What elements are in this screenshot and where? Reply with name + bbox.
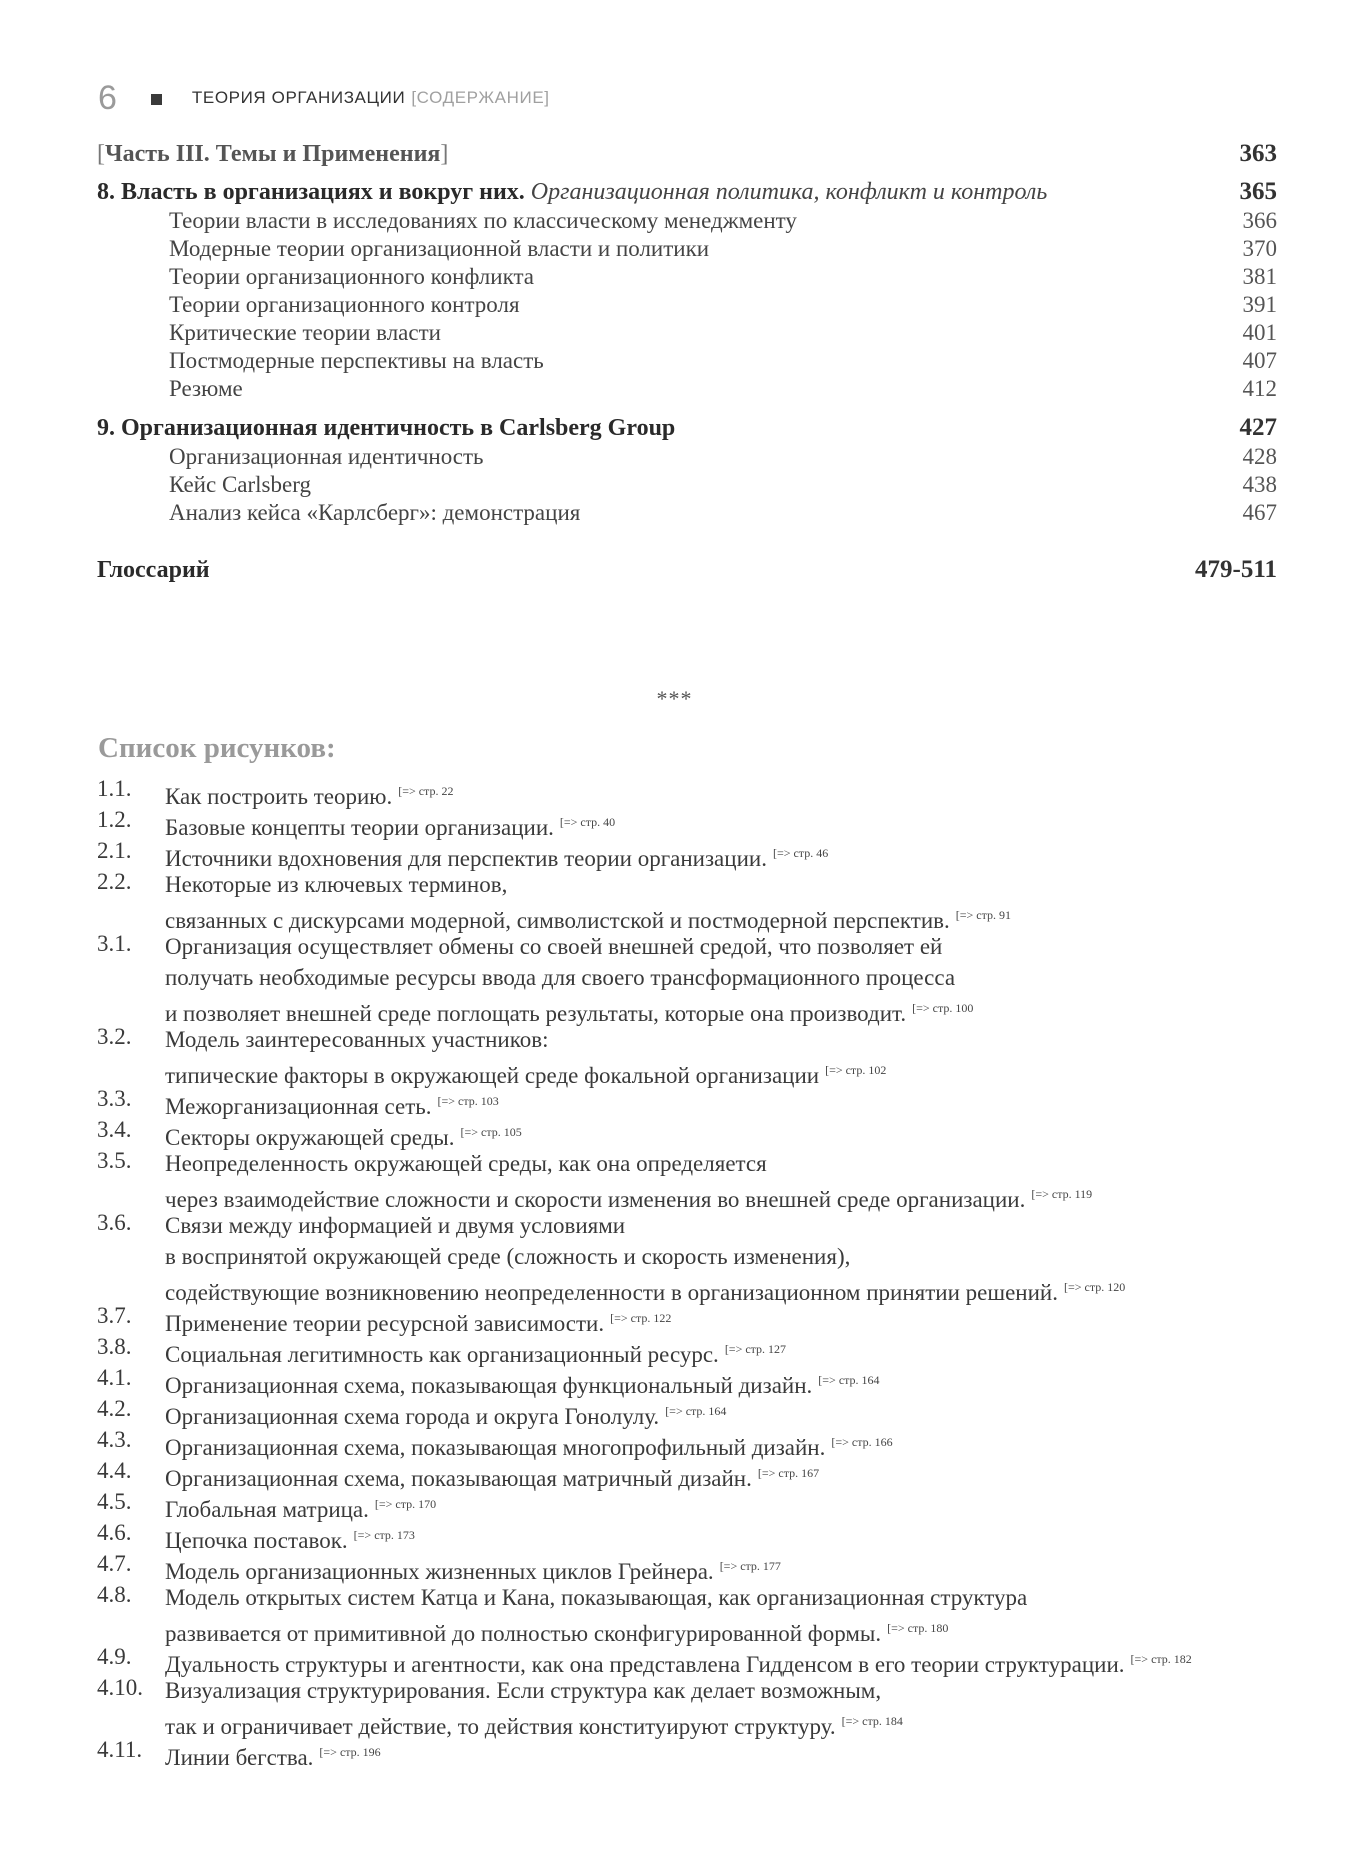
figure-caption-line: связанных с дискурсами модерной, символистской и постмодерной перспектив. $^{[=> стр. 91}$ [165,908,1011,933]
toc-page-number: 428 [1242,444,1277,469]
figure-caption-line: Неопределенность окружающей среды, как она определяется [165,1151,767,1176]
toc-entry[interactable] [97,264,1277,292]
figure-number: 3.4. [97,1117,132,1142]
page-reference-link[interactable]: [=> стр. 166 [831,1435,893,1449]
figure-caption-line: Глобальная матрица. $^{[=> стр. 170}$ [165,1497,437,1522]
figure-list-item[interactable] [97,776,1297,807]
toc-entry[interactable] [97,444,1277,472]
figure-caption-line: Цепочка поставок. $^{[=> стр. 173}$ [165,1528,415,1553]
page-reference-link[interactable]: [=> стр. 91 [955,908,1011,922]
toc-entry-label: Теории власти в исследованиях по классическому менеджменту [169,208,797,233]
page-reference-link[interactable]: [=> стр. 170 [374,1497,437,1511]
figure-list-item[interactable] [97,1582,1297,1644]
figure-caption-line: получать необходимые ресурсы ввода для своего трансформационного процесса [165,965,956,990]
figure-caption-line: Дуальность структуры и агентности, как она представлена Гидденсом в его теории структурации. $^{[=> стр. 182}$ [165,1652,1192,1677]
figure-list-item[interactable] [97,1737,1297,1768]
bracket-open: [ [97,141,105,167]
page-reference-link[interactable]: [=> стр. 184 [841,1714,903,1728]
figure-number: 4.2. [97,1396,132,1421]
page-reference-link[interactable]: [=> стр. 127 [724,1342,787,1356]
figure-caption-line: Базовые концепты теории организации. $^{[=> стр. 40}$ [165,815,616,840]
figure-number: 4.7. [97,1551,132,1576]
figure-list-item[interactable] [97,1334,1297,1365]
figure-caption-line: через взаимодействие сложности и скорости изменения во внешней среде организации. $^{[=> стр. 119}$ [165,1187,1093,1212]
table-of-contents [97,140,1277,586]
figure-caption-line: Организационная схема, показывающая функциональный дизайн. $^{[=> стр. 164}$ [165,1373,880,1398]
figure-list-item[interactable] [97,1427,1297,1458]
page-reference-link[interactable]: [=> стр. 46 [772,846,829,860]
figure-list-item[interactable] [97,1148,1297,1210]
figure-number: 1.2. [97,807,132,832]
toc-entry[interactable] [97,376,1277,404]
section-separator: *** [656,686,693,711]
page-reference-link[interactable]: [=> стр. 105 [460,1125,522,1139]
figure-caption-line: развивается от примитивной до полностью сконфигурированной формы. $^{[=> стр. 180}$ [165,1621,949,1646]
figure-number: 4.10. [97,1675,143,1700]
figure-number: 1.1. [97,776,132,801]
figure-list-item[interactable] [97,1551,1297,1582]
figure-caption-line: Визуализация структурирования. Если структура как делает возможным, [165,1678,882,1703]
toc-page-number: 391 [1242,292,1277,317]
figure-number: 4.5. [97,1489,132,1514]
toc-entry[interactable] [97,236,1277,264]
running-header [98,78,550,118]
figure-list-item[interactable] [97,1644,1297,1675]
toc-entry[interactable] [97,292,1277,320]
figure-list-item[interactable] [97,1458,1297,1489]
running-title: ТЕОРИЯ ОРГАНИЗАЦИИ [191,88,406,107]
figure-list [97,776,1297,1768]
figure-number: 3.6. [97,1210,132,1235]
page-reference-link[interactable]: [=> стр. 100 [912,1001,974,1015]
toc-entry-label: Теории организационного конфликта [169,264,534,289]
figure-number: 4.3. [97,1427,132,1452]
figure-list-item[interactable] [97,1303,1297,1334]
figure-caption-line: и позволяет внешней среде поглощать результаты, которые она производит. $^{[=> стр. 100}$ [165,1001,974,1026]
figure-list-item[interactable] [97,1024,1297,1086]
glossary-label: Глоссарий [97,557,210,583]
toc-page-number: 381 [1242,264,1277,289]
toc-page-number: 366 [1242,208,1277,233]
toc-part-heading[interactable] [97,140,1277,178]
toc-page-number: 370 [1242,236,1277,261]
page-reference-link[interactable]: [=> стр. 180 [887,1621,949,1635]
figure-caption-line: Линии бегства. $^{[=> стр. 196}$ [165,1745,381,1770]
toc-entry-label: Резюме [169,376,243,401]
page-reference-link[interactable]: [=> стр. 173 [353,1528,415,1542]
chapter-title: 9. Организационная идентичность в Carlsberg Group [97,415,676,441]
figure-list-item[interactable] [97,1675,1297,1737]
figure-caption-line: Организационная схема города и округа Гонолулу. $^{[=> стр. 164}$ [165,1404,727,1429]
page-reference-link[interactable]: [=> стр. 103 [437,1094,499,1108]
figure-caption-line: Организационная схема, показывающая матричный дизайн. $^{[=> стр. 167}$ [165,1466,820,1491]
toc-entry-label: Анализ кейса «Карлсберг»: демонстрация [169,500,581,525]
figure-list-item[interactable] [97,931,1297,1024]
figure-number: 2.1. [97,838,132,863]
toc-entry-label: Критические теории власти [169,320,441,345]
square-bullet-icon [151,94,162,105]
figure-list-item[interactable] [97,1117,1297,1148]
toc-entry-label: Теории организационного контроля [169,292,520,317]
figure-caption-line: Источники вдохновения для перспектив теории организации. $^{[=> стр. 46}$ [165,846,829,871]
toc-page-number: 467 [1242,500,1277,525]
figure-number: 4.8. [97,1582,132,1607]
figure-caption-line: так и ограничивает действие, то действия конституируют структуру. $^{[=> стр. 184}$ [165,1714,903,1739]
figure-list-item[interactable] [97,1396,1297,1427]
figure-list-item[interactable] [97,1520,1297,1551]
figure-caption-line: Организация осуществляет обмены со своей внешней средой, что позволяет ей [165,934,943,959]
figure-number: 3.2. [97,1024,132,1049]
toc-entry-label: Кейс Carlsberg [169,472,311,497]
page-reference-link[interactable]: [=> стр. 177 [719,1559,781,1573]
chapter-title: 8. Власть в организациях и вокруг них. [97,179,525,205]
figures-heading: Список рисунков: [98,732,336,764]
toc-entry[interactable] [97,208,1277,236]
page-number: 6 [98,78,117,117]
page-reference-link[interactable]: [=> стр. 122 [610,1311,672,1325]
running-subtitle: [СОДЕРЖАНИЕ] [411,88,550,107]
figure-list-item[interactable] [97,1086,1297,1117]
toc-chapter-8[interactable] [97,178,1277,208]
toc-page-number: 407 [1242,348,1277,373]
figure-caption-line: Применение теории ресурсной зависимости. $^{[=> стр. 122}$ [165,1311,672,1336]
figure-caption-line: Как построить теорию. $^{[=> стр. 22}$ [165,784,454,809]
toc-entry-label: Модерные теории организационной власти и политики [169,236,710,261]
toc-entry-label: Организационная идентичность [169,444,484,469]
figure-list-item[interactable] [97,1210,1297,1303]
toc-page-number: 401 [1242,320,1277,345]
figure-caption-line: содействующие возникновению неопределенности в организационном принятии решений. $^{[=> стр. 120}$ [165,1280,1126,1305]
toc-page-number: 479-511 [1195,556,1277,583]
figure-number: 4.9. [97,1644,132,1669]
figure-number: 3.5. [97,1148,132,1173]
figure-number: 2.2. [97,869,132,894]
toc-chapter-9[interactable] [97,414,1277,444]
toc-entry[interactable] [97,500,1277,528]
figure-caption-line: в воспринятой окружающей среде (сложность и скорость изменения), [165,1244,851,1269]
figure-number: 4.6. [97,1520,132,1545]
page-reference-link[interactable]: [=> стр. 40 [559,815,616,829]
figure-number: 3.8. [97,1334,132,1359]
toc-page-number: 427 [1239,414,1277,441]
figure-caption-line: Секторы окружающей среды. $^{[=> стр. 105}$ [165,1125,522,1150]
page-reference-link[interactable]: [=> стр. 22 [398,784,454,798]
figure-list-item[interactable] [97,1365,1297,1396]
page-reference-link[interactable]: [=> стр. 196 [319,1745,381,1759]
page-reference-link[interactable]: [=> стр. 120 [1063,1280,1126,1294]
figure-caption-line: Модель организационных жизненных циклов Грейнера. $^{[=> стр. 177}$ [165,1559,781,1584]
figure-caption-line: Социальная легитимность как организационный ресурс. $^{[=> стр. 127}$ [165,1342,787,1367]
figure-list-item[interactable] [97,807,1297,838]
page-reference-link[interactable]: [=> стр. 102 [825,1063,887,1077]
figure-number: 3.7. [97,1303,132,1328]
figure-list-item[interactable] [97,838,1297,869]
page-reference-link[interactable]: [=> стр. 182 [1130,1652,1192,1666]
bracket-close: ] [440,141,449,167]
page-reference-link[interactable]: [=> стр. 119 [1031,1187,1093,1201]
figure-number: 4.4. [97,1458,132,1483]
toc-glossary[interactable] [97,556,1277,586]
figure-caption-line: Некоторые из ключевых терминов, [165,872,508,897]
figure-caption-line: типические факторы в окружающей среде фокальной организации $^{[=> стр. 102}$ [165,1063,887,1088]
toc-entry-label: Постмодерные перспективы на власть [169,348,544,373]
toc-page-number: 363 [1239,140,1277,167]
page-reference-link[interactable]: [=> стр. 164 [818,1373,880,1387]
page-reference-link[interactable]: [=> стр. 167 [757,1466,820,1480]
figure-number: 4.1. [97,1365,132,1390]
figure-list-item[interactable] [97,1489,1297,1520]
figure-caption-line: Связи между информацией и двумя условиями [165,1213,626,1238]
figure-caption-line: Модель заинтересованных участников: [165,1027,549,1052]
toc-page-number: 365 [1239,178,1277,205]
figure-list-item[interactable] [97,869,1297,931]
figure-number: 3.1. [97,931,132,956]
page-reference-link[interactable]: [=> стр. 164 [665,1404,727,1418]
figure-caption-line: Модель открытых систем Катца и Кана, показывающая, как организационная структура [165,1585,1028,1610]
toc-page-number: 412 [1242,376,1277,401]
figure-number: 3.3. [97,1086,132,1111]
toc-part-label: Часть III. Темы и Применения [105,141,441,167]
figure-number: 4.11. [97,1737,143,1762]
figure-caption-line: Межорганизационная сеть. $^{[=> стр. 103}$ [165,1094,499,1119]
toc-page-number: 438 [1242,472,1277,497]
toc-entry[interactable] [97,348,1277,376]
toc-entry[interactable] [97,472,1277,500]
chapter-subtitle: Организационная политика, конфликт и контроль [530,179,1048,205]
figure-caption-line: Организационная схема, показывающая многопрофильный дизайн. $^{[=> стр. 166}$ [165,1435,893,1460]
toc-entry[interactable] [97,320,1277,348]
